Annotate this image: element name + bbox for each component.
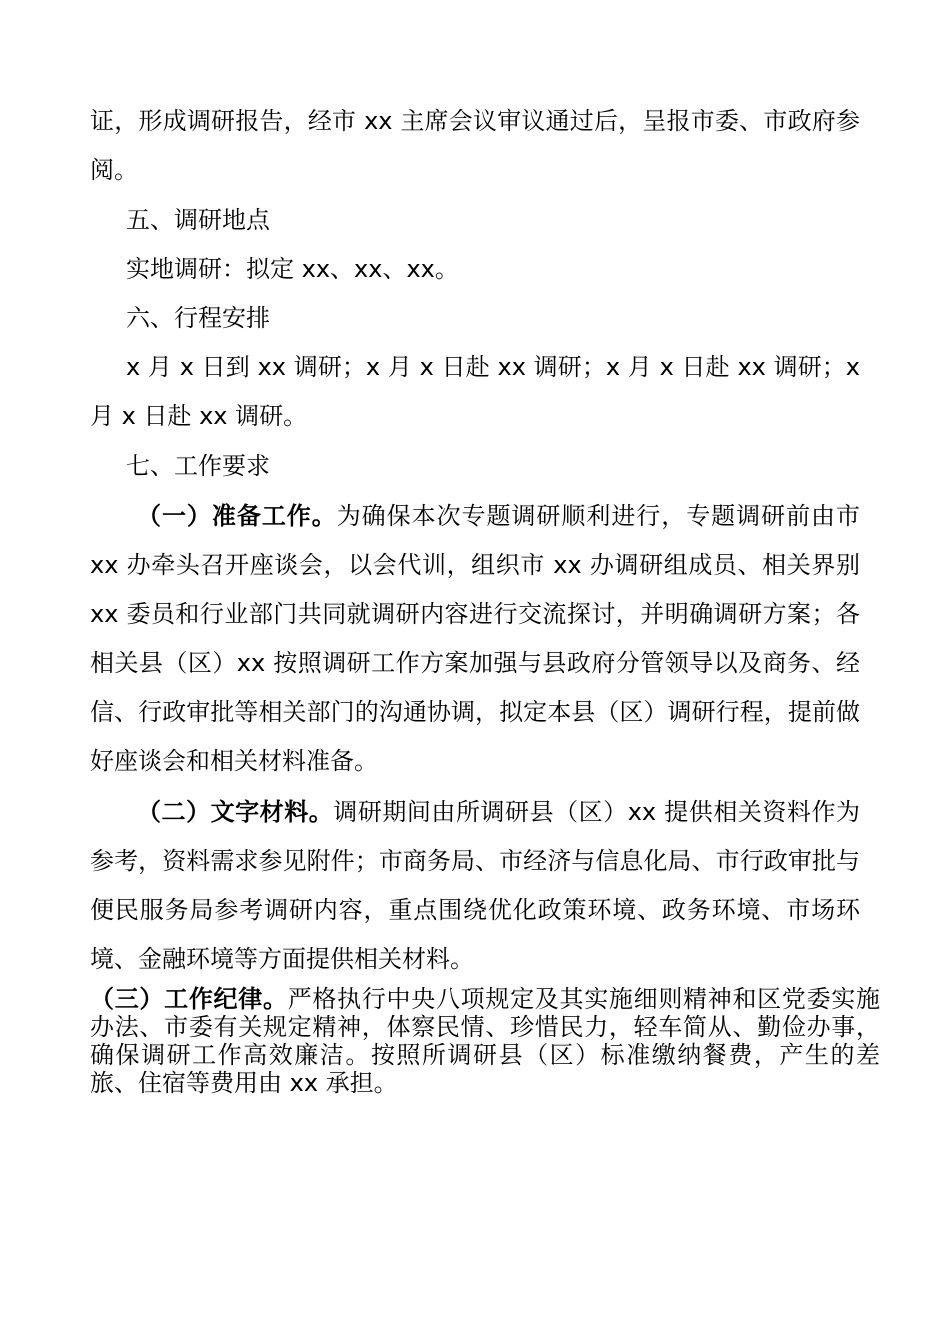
section-heading-location: 五、调研地点 [126, 206, 270, 234]
requirement-discipline [90, 985, 880, 1097]
requirement-preparation-title: （一）准备工作。 [137, 502, 337, 530]
requirement-preparation-body: 为确保本次专题调研顺利进行，专题调研前由市 xx 办牵头召开座谈会，以会代训，组织市 xx 办调研组成员、相关界别 xx 委员和行业部门共同就调研内容进行交流探讨，并明确调研方案；各相关县（区）xx 按照调研工作方案加强与县政府分管领导以及商务、经信、行政审批等相关部门的沟通协调，拟定本县（区）调研行程，提前做好座谈会和相关材料准备。 [90, 502, 861, 775]
requirement-discipline-title: （三）工作纪律。 [90, 985, 288, 1013]
requirement-preparation [90, 492, 860, 786]
requirement-materials [90, 788, 860, 984]
requirement-materials-title: （二）文字材料。 [137, 798, 334, 826]
requirement-materials-body: 调研期间由所调研县（区）xx 提供相关资料作为参考，资料需求参见附件；市商务局、市经济与信息化局、市行政审批与便民服务局参考调研内容，重点围绕优化政策环境、政务环境、市场环境、金融环境等方面提供相关材料。 [90, 798, 860, 973]
section-heading-schedule: 六、行程安排 [126, 304, 270, 332]
schedule-paragraph: x 月 x 日到 xx 调研；x 月 x 日赴 xx 调研；x 月 x 日赴 xx 调研；x 月 x 日赴 xx 调研。 [90, 353, 860, 430]
location-paragraph: 实地调研：拟定 xx、xx、xx。 [126, 255, 459, 283]
section-heading-requirements: 七、工作要求 [126, 452, 270, 480]
requirement-discipline-body: 严格执行中央八项规定及其实施细则精神和区党委实施办法、市委有关规定精神，体察民情、珍惜民力，轻车简从、勤俭办事，确保调研工作高效廉洁。按照所调研县（区）标准缴纳餐费，产生的差旅、住宿等费用由 xx 承担。 [90, 985, 881, 1097]
continued-paragraph: 证，形成调研报告，经市 xx 主席会议审议通过后，呈报市委、市政府参阅。 [90, 107, 860, 184]
